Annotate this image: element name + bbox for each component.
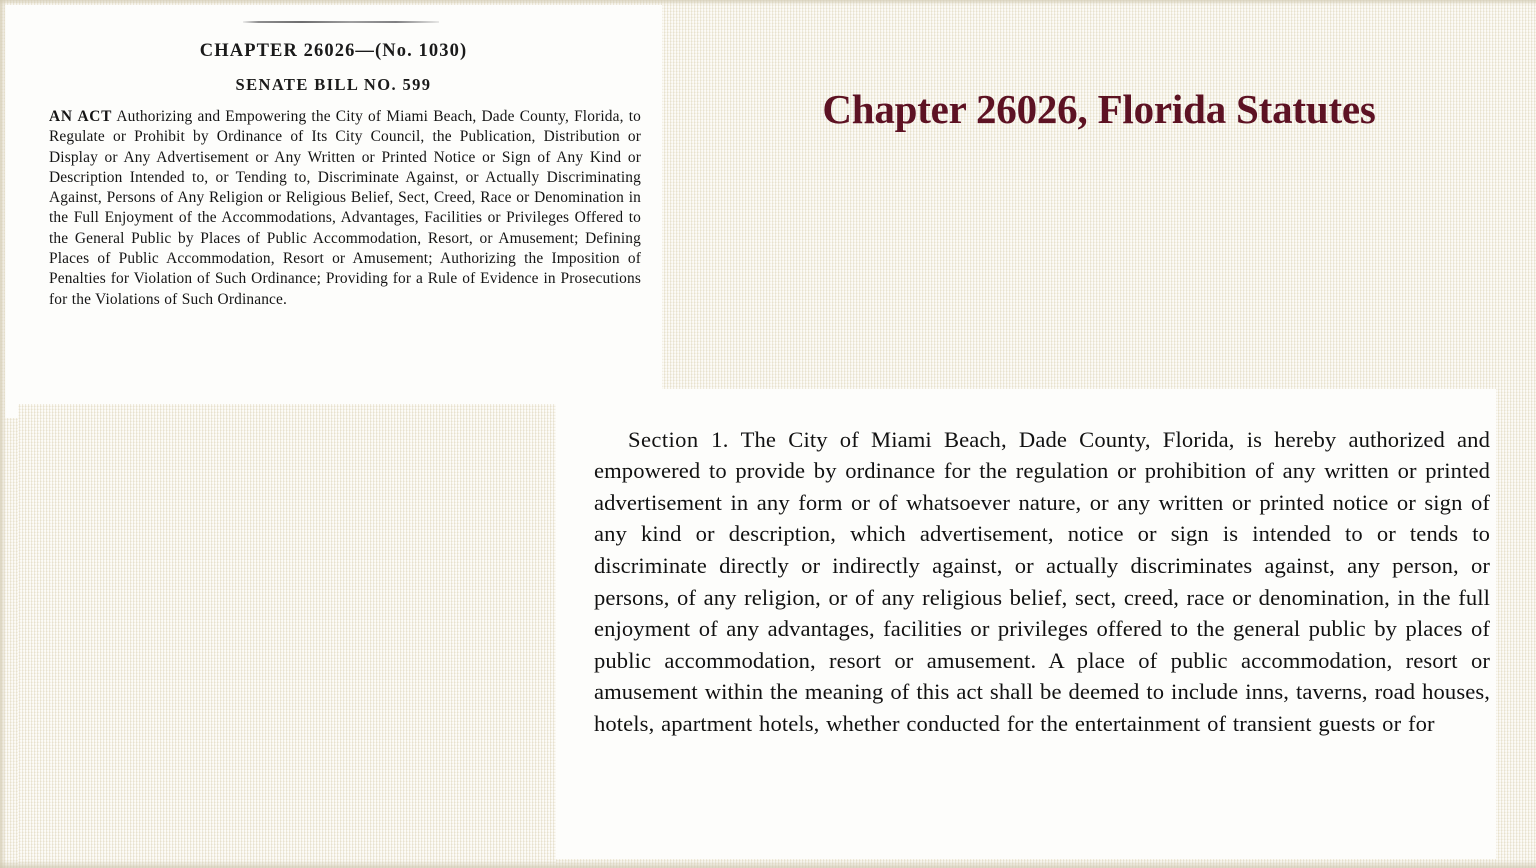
act-caption-scan-panel	[5, 5, 662, 418]
horizontal-rule-ornament	[243, 21, 439, 23]
section-number-label: Section 1.	[628, 426, 729, 452]
page-title: Chapter 26026, Florida Statutes	[822, 86, 1376, 133]
act-senate-bill-heading: SENATE BILL NO. 599	[235, 75, 432, 94]
act-summary-lead: AN ACT	[49, 108, 113, 125]
section-body-scan-panel	[556, 389, 1496, 859]
act-summary-body: Authorizing and Empowering the City of Miami Beach, Dade County, Florida, to Regulate or Prohibit by Ordinance of Its City Council, the Publication, Distribution or Display or Any Advertisement or Any Written or Printed Notice or Sign of Any Kind or Description Intended to, or Tending to, Discriminate Against, or Actually Discriminating Against, Persons of Any Religion or Religious Belief, Sect, Creed, Race or Denomination in the Full Enjoyment of the Accommodations, Advantages, Facilities or Privileges Offered to the General Public by Places of Public Accommodation, Resort, or Amusement; Defining Places of Public Accommodation, Resort or Amusement; Authorizing the Imposition of Penalties for Violation of Such Ordinance; Providing for a Rule of Evidence in Prosecutions for the Violations of Such Ordinance.	[49, 108, 641, 308]
act-summary-paragraph	[49, 107, 641, 310]
paper-occlusion-block	[18, 404, 556, 864]
section-body-text: The City of Miami Beach, Dade County, Florida, is hereby authorized and empowered to provide by ordinance for the regulation or prohibition of any written or printed advertisement in any form or of whatsoever nature, or any written or printed notice or sign of any kind or description, which advertisement, notice or sign is intended to or tends to discriminate directly or indirectly against, or actually discriminates against, any person, or persons, of any religion, or of any religious belief, sect, creed, race or denomination, in the full enjoyment of any advantages, facilities or privileges offered to the general public by places of public accommodation, resort or amusement. A place of public accommodation, resort or amusement within the meaning of this act shall be deemed to include inns, taverns, road houses, hotels, apartment hotels, whether conducted for the entertainment of transient guests or for	[594, 426, 1490, 736]
act-chapter-heading: CHAPTER 26026—(No. 1030)	[199, 41, 468, 61]
section-1-paragraph	[594, 424, 1490, 740]
